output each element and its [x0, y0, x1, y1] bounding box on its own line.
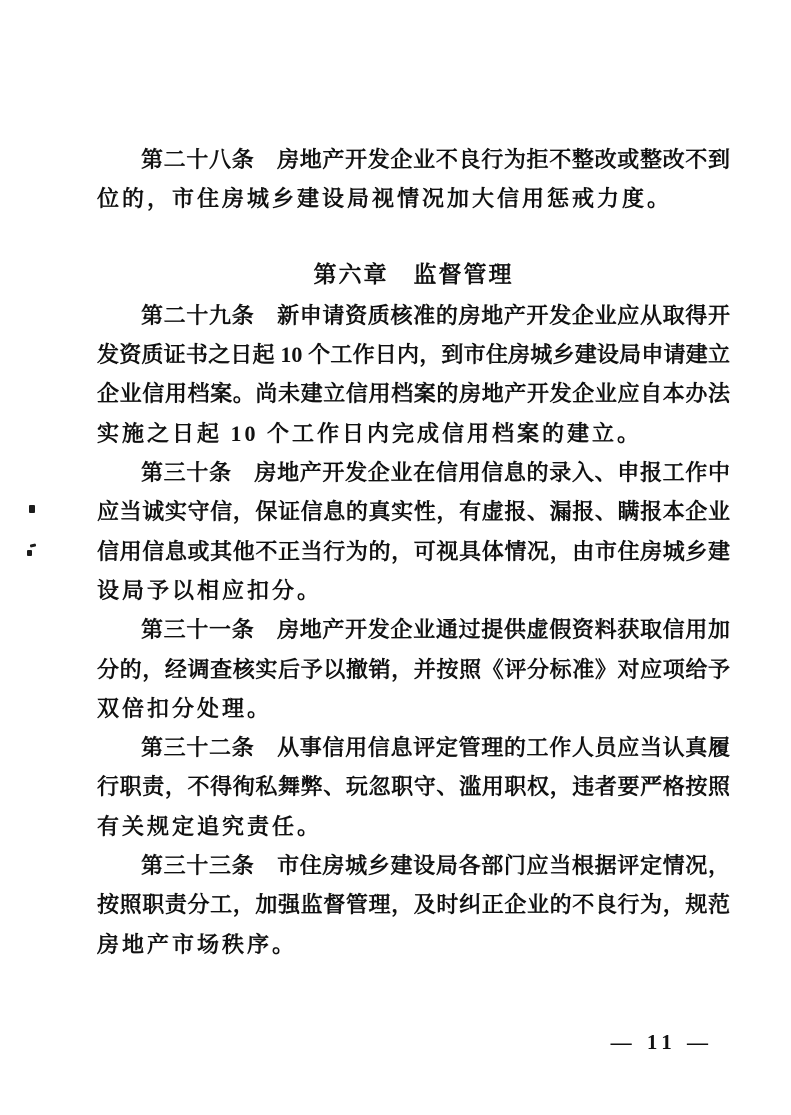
article-32 — [97, 728, 730, 846]
article-30-line-3: 信用信息或其他不正当行为的，可视具体情况，由市住房城乡建 — [97, 538, 730, 564]
article-28 — [97, 140, 730, 219]
ink-speck-3 — [27, 550, 32, 556]
article-33 — [97, 846, 730, 964]
ink-speck-1 — [29, 505, 35, 513]
article-28-line-2: 位的，市住房城乡建设局视情况加大信用惩戒力度。 — [97, 186, 673, 212]
chapter-heading: 第六章 监督管理 — [313, 260, 514, 287]
article-33-line-1: 第三十三条 市住房城乡建设局各部门应当根据评定情况， — [141, 853, 730, 879]
article-29-line-1: 第二十九条 新申请资质核准的房地产开发企业应从取得开 — [141, 302, 730, 328]
article-32-line-2: 行职责，不得徇私舞弊、玩忽职守、滥用职权，违者要严格按照 — [97, 774, 730, 800]
article-30-line-4: 设局予以相应扣分。 — [97, 577, 323, 603]
article-28-line-1: 第二十八条 房地产开发企业不良行为拒不整改或整改不到 — [141, 147, 730, 172]
ink-speck-2 — [30, 543, 36, 547]
article-32-line-1: 第三十二条 从事信用信息评定管理的工作人员应当认真履 — [141, 735, 730, 761]
article-32-line-3: 有关规定追究责任。 — [97, 813, 323, 839]
article-31 — [97, 610, 730, 728]
article-30-line-2: 应当诚实守信，保证信息的真实性，有虚报、漏报、瞒报本企业 — [97, 499, 730, 525]
article-30-line-1: 第三十条 房地产开发企业在信用信息的录入、申报工作中 — [141, 460, 730, 486]
article-31-line-1: 第三十一条 房地产开发企业通过提供虚假资料获取信用加 — [141, 617, 730, 643]
article-31-line-3: 双倍扣分处理。 — [97, 695, 273, 721]
article-31-line-2: 分的，经调查核实后予以撤销，并按照《评分标准》对应项给予 — [97, 656, 730, 682]
page-number: — 11 — — [610, 1030, 713, 1054]
article-30 — [97, 453, 730, 610]
article-29 — [97, 296, 730, 453]
document-body — [97, 140, 730, 964]
article-29-line-3: 企业信用档案。尚未建立信用档案的房地产开发企业应自本办法 — [97, 381, 730, 407]
article-29-line-4: 实施之日起 10 个工作日内完成信用档案的建立。 — [97, 420, 643, 446]
article-33-line-3: 房地产市场秩序。 — [97, 931, 298, 957]
article-33-line-2: 按照职责分工，加强监督管理，及时纠正企业的不良行为，规范 — [97, 892, 730, 918]
article-29-line-2: 发资质证书之日起 10 个工作日内，到市住房城乡建设局申请建立 — [97, 342, 730, 368]
